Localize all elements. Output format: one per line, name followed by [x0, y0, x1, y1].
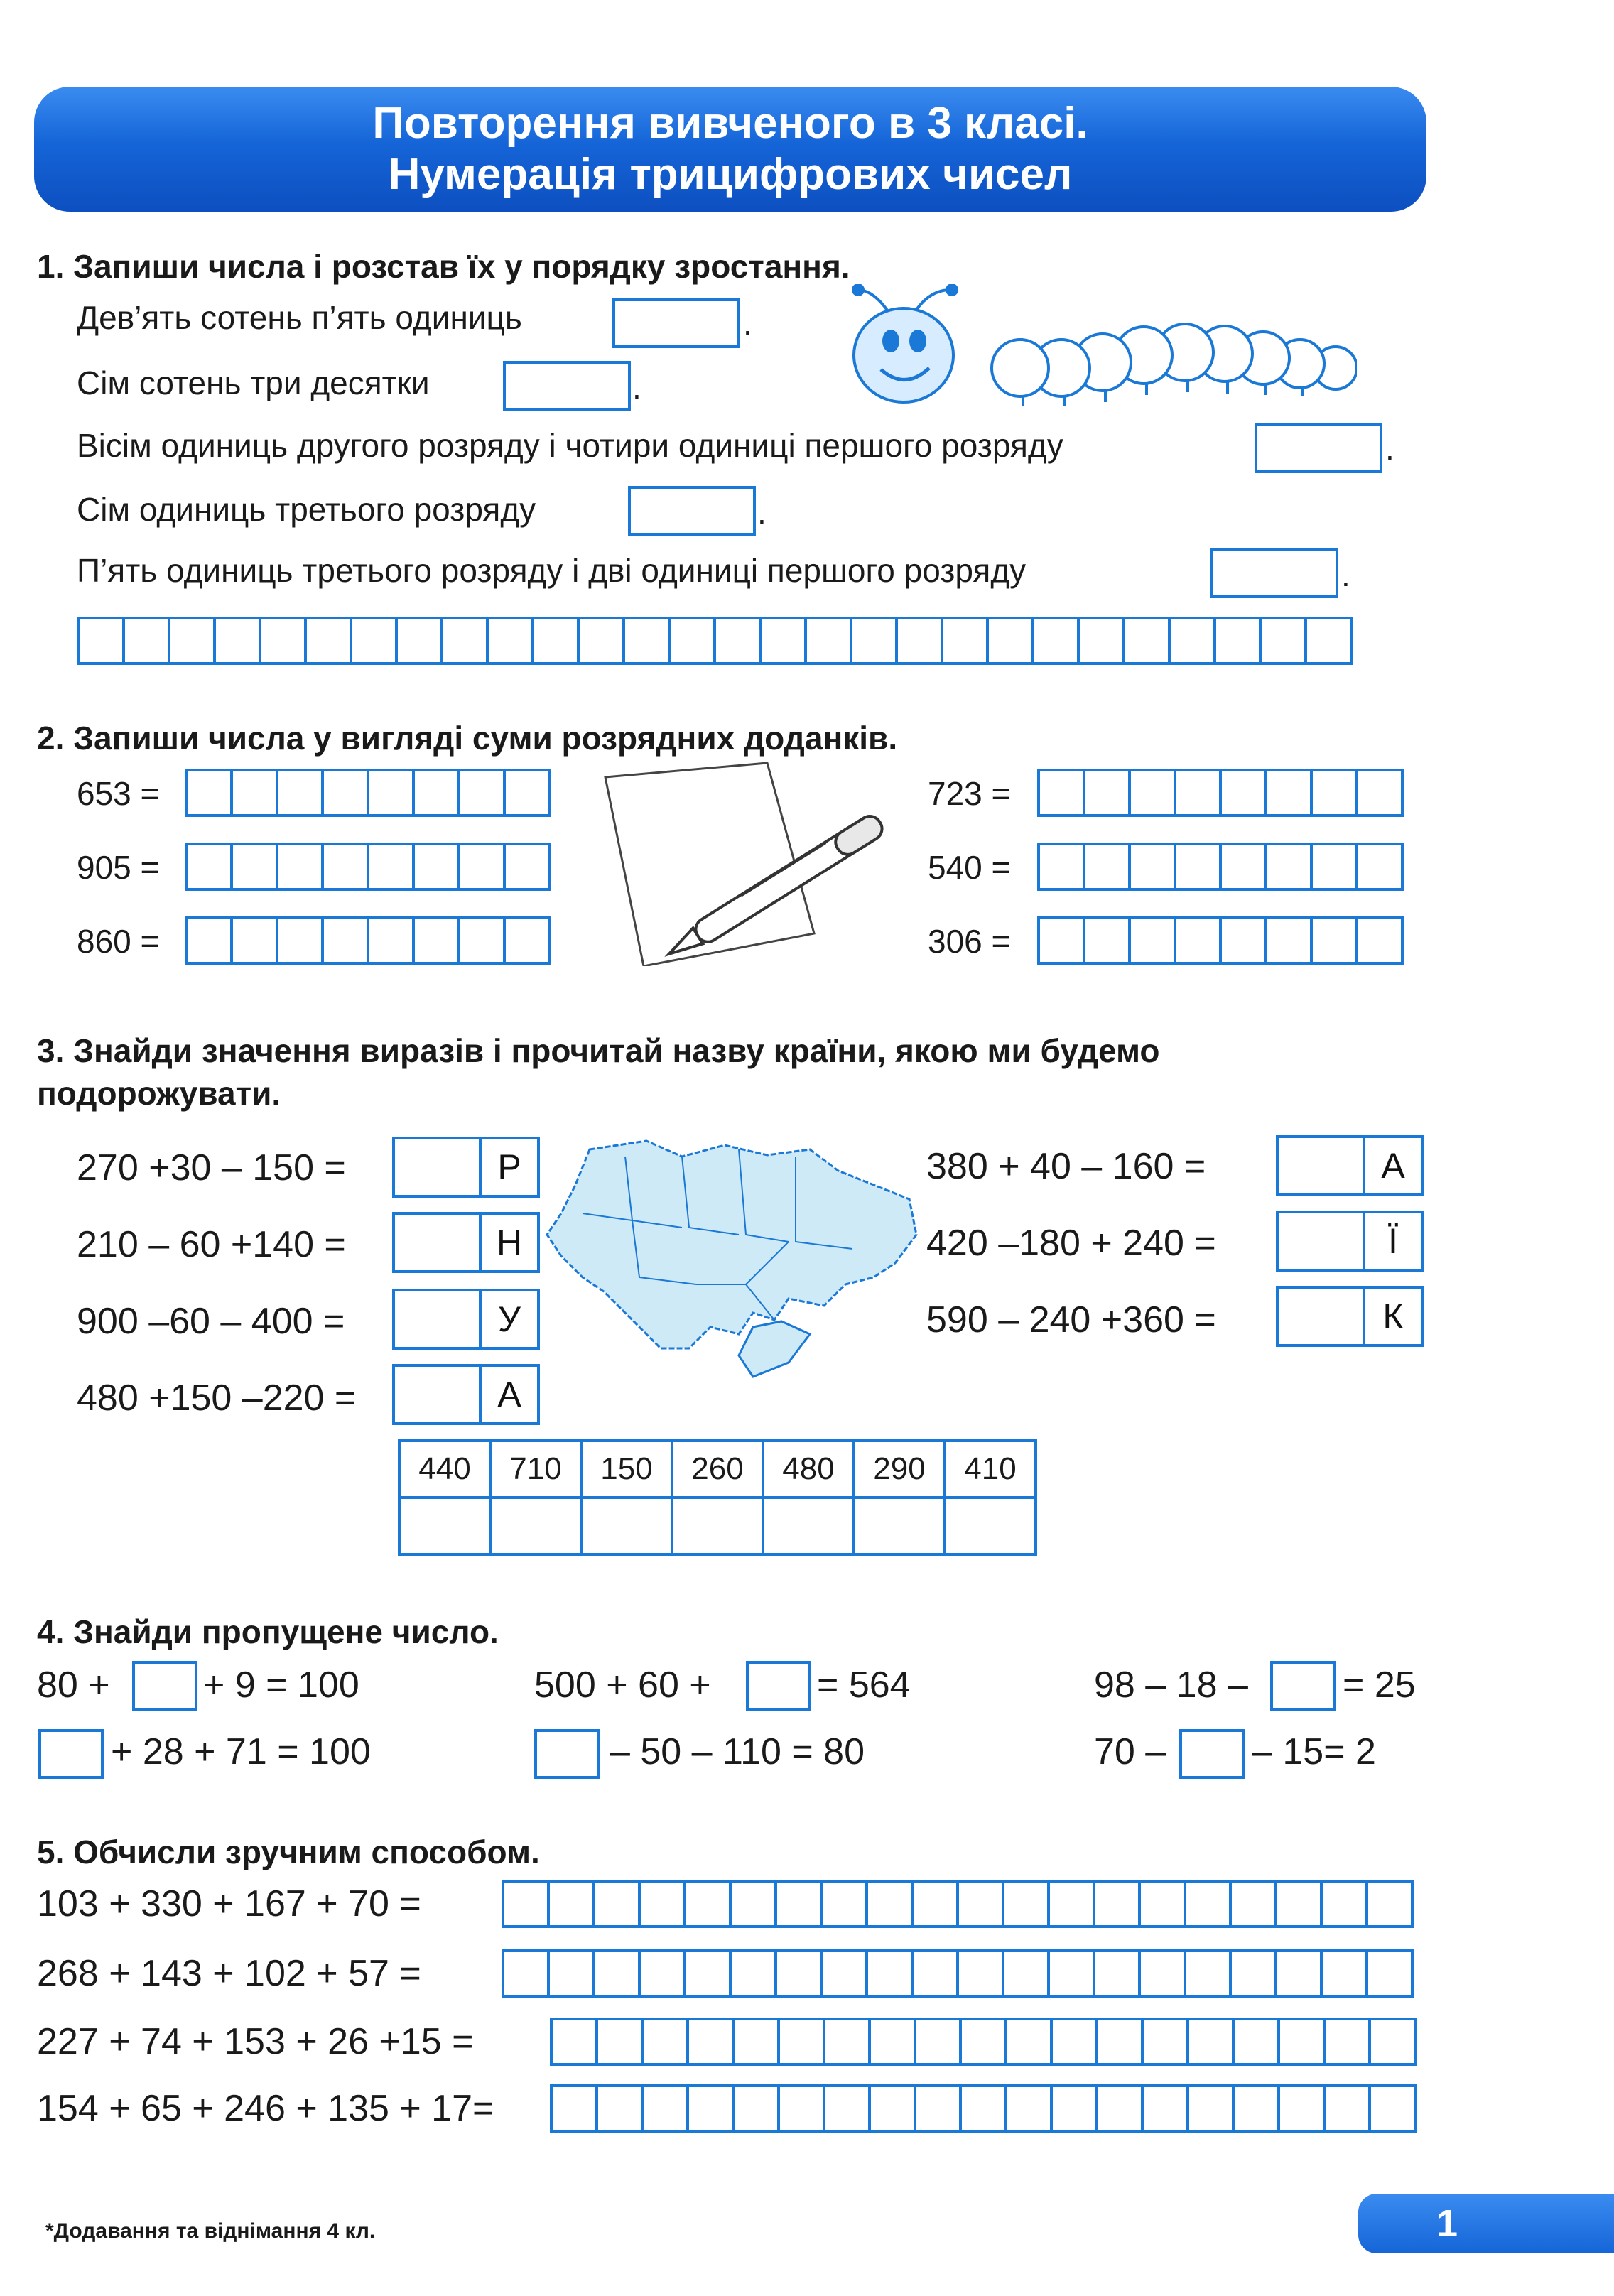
- task3-answer-right-2[interactable]: [1276, 1211, 1424, 1272]
- grid-cell[interactable]: [1274, 1949, 1323, 1998]
- grid-cell[interactable]: [1232, 2018, 1280, 2066]
- grid-cell[interactable]: [1368, 2084, 1417, 2133]
- grid-cell[interactable]: [1037, 843, 1085, 891]
- answer-value: 260: [672, 1441, 763, 1498]
- grid-cell[interactable]: [457, 916, 506, 965]
- page-number: 1: [1358, 2194, 1614, 2253]
- grid-cell[interactable]: [1304, 617, 1353, 665]
- task1-item-1: Дев’ять сотень п’ять одиниць: [77, 299, 522, 336]
- grid-cell[interactable]: [911, 1949, 959, 1998]
- grid-cell[interactable]: [1093, 1949, 1141, 1998]
- task5-grid-2[interactable]: [502, 1949, 1411, 1998]
- grid-cell[interactable]: [276, 916, 324, 965]
- grid-cell[interactable]: [1004, 2084, 1053, 2133]
- grid-cell[interactable]: [1050, 2018, 1098, 2066]
- grid-cell[interactable]: [503, 916, 551, 965]
- task4-r1c-left: 98 – 18 –: [1094, 1664, 1248, 1706]
- grid-cell[interactable]: [1037, 916, 1085, 965]
- grid-cell[interactable]: [868, 2084, 916, 2133]
- task3-answer-left-3[interactable]: [392, 1289, 540, 1350]
- grid-cell[interactable]: [1047, 1880, 1095, 1928]
- task2-grid-540[interactable]: [1037, 843, 1401, 891]
- grid-cell[interactable]: [622, 617, 671, 665]
- grid-cell[interactable]: [759, 617, 807, 665]
- grid-cell[interactable]: [1277, 2084, 1326, 2133]
- grid-cell[interactable]: [732, 2018, 780, 2066]
- task1-answer-3[interactable]: [1255, 423, 1382, 473]
- grid-cell[interactable]: [321, 916, 369, 965]
- task1-answer-2[interactable]: [503, 361, 631, 411]
- grid-cell[interactable]: [1122, 617, 1171, 665]
- grid-cell[interactable]: [276, 769, 324, 817]
- grid-cell[interactable]: [1138, 1949, 1186, 1998]
- task3-letter: Ї: [1365, 1211, 1424, 1272]
- task4-r2a-right: + 28 + 71 = 100: [111, 1731, 371, 1772]
- grid-cell[interactable]: [941, 617, 989, 665]
- grid-cell[interactable]: [820, 1880, 868, 1928]
- task2-heading: 2. Запиши числа у вигляді суми розрядних доданків.: [37, 720, 898, 757]
- task2-grid-723[interactable]: [1037, 769, 1401, 817]
- grid-cell[interactable]: [1141, 2018, 1189, 2066]
- grid-cell[interactable]: [1083, 916, 1131, 965]
- grid-cell[interactable]: [1077, 617, 1125, 665]
- grid-cell[interactable]: [230, 843, 278, 891]
- grid-cell[interactable]: [914, 2018, 962, 2066]
- task3-expr-left-3: 900 –60 – 400 =: [77, 1301, 345, 1342]
- task5-grid-3[interactable]: [550, 2018, 1414, 2066]
- task4-r2c-left: 70 –: [1094, 1731, 1166, 1772]
- grid-cell[interactable]: [1184, 1949, 1232, 1998]
- grid-cell[interactable]: [185, 916, 233, 965]
- grid-cell[interactable]: [959, 2018, 1007, 2066]
- grid-cell[interactable]: [1229, 1880, 1277, 1928]
- grid-cell[interactable]: [595, 2018, 644, 2066]
- grid-cell[interactable]: [1184, 1880, 1232, 1928]
- grid-cell[interactable]: [1168, 617, 1216, 665]
- task2-expr-653: 653 =: [77, 775, 160, 812]
- task1-item-3: Вісім одиниць другого розряду і чотири одиниці першого розряду: [77, 427, 1063, 464]
- grid-cell[interactable]: [1355, 769, 1404, 817]
- task3-answer-right-3[interactable]: [1276, 1286, 1424, 1347]
- grid-cell[interactable]: [1219, 916, 1267, 965]
- task1-answer-1[interactable]: [612, 298, 740, 348]
- task4-r2b-box[interactable]: [534, 1729, 600, 1779]
- task4-r2a-box[interactable]: [38, 1729, 104, 1779]
- grid-cell[interactable]: [1365, 1949, 1414, 1998]
- grid-cell[interactable]: [777, 2084, 825, 2133]
- task3-letter: А: [1365, 1135, 1424, 1196]
- grid-cell[interactable]: [850, 617, 898, 665]
- answer-letter-cell[interactable]: [854, 1498, 945, 1554]
- grid-cell[interactable]: [1320, 1880, 1368, 1928]
- task3-expr-right-2: 420 –180 + 240 =: [926, 1223, 1216, 1264]
- grid-cell[interactable]: [1277, 2018, 1326, 2066]
- grid-cell[interactable]: [503, 843, 551, 891]
- grid-cell[interactable]: [185, 843, 233, 891]
- task2-expr-723: 723 =: [928, 775, 1011, 812]
- grid-cell[interactable]: [502, 1880, 550, 1928]
- task3-letter: К: [1365, 1286, 1424, 1347]
- answer-value: 410: [945, 1441, 1036, 1498]
- task2-grid-860[interactable]: [185, 916, 548, 965]
- grid-cell[interactable]: [914, 2084, 962, 2133]
- ukraine-map-illustration: [540, 1135, 924, 1391]
- grid-cell[interactable]: [1264, 843, 1313, 891]
- grid-cell[interactable]: [1186, 2084, 1235, 2133]
- task1-period-1: .: [743, 305, 752, 342]
- answer-letter-cell[interactable]: [581, 1498, 672, 1554]
- grid-cell[interactable]: [550, 2018, 598, 2066]
- grid-cell[interactable]: [230, 769, 278, 817]
- caterpillar-illustration: [845, 284, 1357, 412]
- footer-note: *Додавання та віднімання 4 кл.: [45, 2219, 376, 2243]
- grid-cell[interactable]: [595, 2084, 644, 2133]
- grid-cell[interactable]: [1128, 916, 1176, 965]
- grid-cell[interactable]: [367, 916, 415, 965]
- task3-expr-left-4: 480 +150 –220 =: [77, 1377, 357, 1419]
- grid-cell[interactable]: [457, 769, 506, 817]
- grid-cell[interactable]: [956, 1949, 1004, 1998]
- grid-cell[interactable]: [1274, 1880, 1323, 1928]
- grid-cell[interactable]: [1264, 769, 1313, 817]
- grid-cell[interactable]: [865, 1949, 914, 1998]
- answer-letter-cell[interactable]: [763, 1498, 854, 1554]
- task2-grid-905[interactable]: [185, 843, 548, 891]
- grid-cell[interactable]: [412, 843, 460, 891]
- grid-cell[interactable]: [774, 1880, 823, 1928]
- task3-answer-table: [398, 1439, 1037, 1556]
- grid-cell[interactable]: [577, 617, 625, 665]
- grid-cell[interactable]: [1310, 843, 1358, 891]
- grid-cell[interactable]: [911, 1880, 959, 1928]
- answer-value: 150: [581, 1441, 672, 1498]
- grid-cell[interactable]: [77, 617, 125, 665]
- grid-cell[interactable]: [1264, 916, 1313, 965]
- grid-cell[interactable]: [774, 1949, 823, 1998]
- grid-cell[interactable]: [959, 2084, 1007, 2133]
- grid-cell[interactable]: [1174, 769, 1222, 817]
- grid-cell[interactable]: [638, 1949, 686, 1998]
- grid-cell[interactable]: [367, 769, 415, 817]
- grid-cell[interactable]: [1259, 617, 1307, 665]
- grid-cell[interactable]: [1050, 2084, 1098, 2133]
- grid-cell[interactable]: [486, 617, 534, 665]
- grid-cell[interactable]: [1095, 2018, 1144, 2066]
- grid-cell[interactable]: [350, 617, 398, 665]
- title-banner: [34, 87, 1426, 212]
- task4-r1c-box[interactable]: [1270, 1661, 1336, 1711]
- grid-cell[interactable]: [1320, 1949, 1368, 1998]
- task3-heading-line1: 3. Знайди значення виразів і прочитай назву країни, якою ми будемо: [37, 1032, 1160, 1069]
- task2-grid-306[interactable]: [1037, 916, 1401, 965]
- task3-expr-left-1: 270 +30 – 150 =: [77, 1147, 346, 1188]
- grid-cell[interactable]: [986, 617, 1034, 665]
- task4-r1a-box[interactable]: [132, 1661, 197, 1711]
- grid-cell[interactable]: [531, 617, 580, 665]
- grid-cell[interactable]: [213, 617, 261, 665]
- grid-cell[interactable]: [868, 2018, 916, 2066]
- answer-value: 440: [399, 1441, 490, 1498]
- task1-heading: 1. Запиши числа і розстав їх у порядку зростання.: [37, 248, 850, 285]
- task5-expr-4: 154 + 65 + 246 + 135 + 17=: [37, 2088, 494, 2129]
- grid-cell[interactable]: [956, 1880, 1004, 1928]
- task4-r1b-right: = 564: [817, 1664, 911, 1706]
- task4-r2b-right: – 50 – 110 = 80: [610, 1731, 865, 1772]
- grid-cell[interactable]: [1355, 843, 1404, 891]
- grid-cell[interactable]: [1141, 2084, 1189, 2133]
- grid-cell[interactable]: [1174, 916, 1222, 965]
- grid-cell[interactable]: [1031, 617, 1080, 665]
- task3-answer-left-2[interactable]: [392, 1212, 540, 1273]
- grid-cell[interactable]: [1083, 843, 1131, 891]
- task5-grid-4[interactable]: [550, 2084, 1414, 2133]
- task4-r1a-right: + 9 = 100: [203, 1664, 359, 1706]
- task1-item-5: П’ять одиниць третього розряду і дві одиниці першого розряду: [77, 552, 1027, 589]
- task3-answer-right-1[interactable]: [1276, 1135, 1424, 1196]
- grid-cell[interactable]: [713, 617, 762, 665]
- grid-cell[interactable]: [820, 1949, 868, 1998]
- task3-heading-line2: подорожувати.: [37, 1075, 281, 1112]
- task4-r1a-left: 80 +: [37, 1664, 110, 1706]
- grid-cell[interactable]: [259, 617, 307, 665]
- grid-cell[interactable]: [367, 843, 415, 891]
- grid-cell[interactable]: [503, 769, 551, 817]
- answer-value: 710: [490, 1441, 581, 1498]
- task5-grid-1[interactable]: [502, 1880, 1411, 1928]
- grid-cell[interactable]: [457, 843, 506, 891]
- grid-cell[interactable]: [412, 916, 460, 965]
- grid-cell[interactable]: [1368, 2018, 1417, 2066]
- grid-cell[interactable]: [732, 2084, 780, 2133]
- grid-cell[interactable]: [440, 617, 489, 665]
- grid-cell[interactable]: [547, 1880, 595, 1928]
- grid-cell[interactable]: [304, 617, 352, 665]
- grid-cell[interactable]: [1138, 1880, 1186, 1928]
- grid-cell[interactable]: [668, 617, 716, 665]
- grid-cell[interactable]: [1128, 843, 1176, 891]
- task3-letter: Н: [482, 1212, 540, 1273]
- task1-period-4: .: [757, 494, 767, 531]
- answer-letter-cell[interactable]: [490, 1498, 581, 1554]
- grid-cell[interactable]: [1310, 916, 1358, 965]
- task1-answer-5[interactable]: [1210, 548, 1338, 598]
- grid-cell[interactable]: [502, 1949, 550, 1998]
- grid-cell[interactable]: [550, 2084, 598, 2133]
- grid-cell[interactable]: [729, 1880, 777, 1928]
- grid-cell[interactable]: [686, 2084, 735, 2133]
- grid-cell[interactable]: [321, 769, 369, 817]
- task1-answer-4[interactable]: [628, 486, 756, 536]
- grid-cell[interactable]: [1219, 769, 1267, 817]
- task2-expr-540: 540 =: [928, 849, 1011, 886]
- grid-cell[interactable]: [412, 769, 460, 817]
- task2-grid-653[interactable]: [185, 769, 548, 817]
- task3-letter: Р: [482, 1137, 540, 1198]
- grid-cell[interactable]: [1047, 1949, 1095, 1998]
- grid-cell[interactable]: [1002, 1880, 1050, 1928]
- grid-cell[interactable]: [823, 2084, 871, 2133]
- task5-expr-2: 268 + 143 + 102 + 57 =: [37, 1953, 421, 1994]
- grid-cell[interactable]: [1213, 617, 1262, 665]
- grid-cell[interactable]: [185, 769, 233, 817]
- task3-expr-right-3: 590 – 240 +360 =: [926, 1299, 1216, 1341]
- task4-r1b-box[interactable]: [746, 1661, 811, 1711]
- grid-cell[interactable]: [592, 1880, 641, 1928]
- answer-value: 480: [763, 1441, 854, 1498]
- task1-answer-grid[interactable]: [77, 617, 1350, 665]
- title-line-2: Нумерація трицифрових чисел: [388, 150, 1073, 199]
- grid-cell[interactable]: [641, 2084, 689, 2133]
- task4-heading: 4. Знайди пропущене число.: [37, 1613, 499, 1650]
- grid-cell[interactable]: [777, 2018, 825, 2066]
- grid-cell[interactable]: [638, 1880, 686, 1928]
- grid-cell[interactable]: [683, 1949, 732, 1998]
- grid-cell[interactable]: [395, 617, 443, 665]
- task3-letter: А: [482, 1364, 540, 1425]
- task1-period-2: .: [632, 369, 641, 406]
- grid-cell[interactable]: [641, 2018, 689, 2066]
- task1-item-2: Сім сотень три десятки: [77, 364, 430, 401]
- grid-cell[interactable]: [122, 617, 170, 665]
- grid-cell[interactable]: [1365, 1880, 1414, 1928]
- grid-cell[interactable]: [321, 843, 369, 891]
- grid-cell[interactable]: [1037, 769, 1085, 817]
- task3-expr-left-2: 210 – 60 +140 =: [77, 1224, 346, 1265]
- grid-cell[interactable]: [592, 1949, 641, 1998]
- task4-r1b-left: 500 + 60 +: [534, 1664, 711, 1706]
- grid-cell[interactable]: [683, 1880, 732, 1928]
- answer-value: 290: [854, 1441, 945, 1498]
- task4-r1c-right: = 25: [1343, 1664, 1416, 1706]
- grid-cell[interactable]: [823, 2018, 871, 2066]
- grid-cell[interactable]: [1083, 769, 1131, 817]
- task3-answer-left-1[interactable]: [392, 1137, 540, 1198]
- task1-period-5: .: [1341, 556, 1350, 593]
- answer-letter-cell[interactable]: [945, 1498, 1036, 1554]
- task2-expr-306: 306 =: [928, 923, 1011, 960]
- grid-cell[interactable]: [1219, 843, 1267, 891]
- grid-cell[interactable]: [547, 1949, 595, 1998]
- grid-cell[interactable]: [804, 617, 852, 665]
- grid-cell[interactable]: [1128, 769, 1176, 817]
- answer-letter-cell[interactable]: [399, 1498, 490, 1554]
- task2-expr-905: 905 =: [77, 849, 160, 886]
- grid-cell[interactable]: [895, 617, 943, 665]
- task5-expr-1: 103 + 330 + 167 + 70 =: [37, 1883, 421, 1924]
- grid-cell[interactable]: [1093, 1880, 1141, 1928]
- grid-cell[interactable]: [276, 843, 324, 891]
- task4-r2c-box[interactable]: [1179, 1729, 1245, 1779]
- task3-letter: У: [482, 1289, 540, 1350]
- grid-cell[interactable]: [168, 617, 216, 665]
- grid-cell[interactable]: [1323, 2084, 1371, 2133]
- grid-cell[interactable]: [1002, 1949, 1050, 1998]
- title-line-1: Повторення вивченого в 3 класі.: [372, 99, 1088, 148]
- grid-cell[interactable]: [1310, 769, 1358, 817]
- grid-cell[interactable]: [1004, 2018, 1053, 2066]
- grid-cell[interactable]: [686, 2018, 735, 2066]
- grid-cell[interactable]: [1355, 916, 1404, 965]
- answer-letter-cell[interactable]: [672, 1498, 763, 1554]
- task3-answer-left-4[interactable]: [392, 1364, 540, 1425]
- grid-cell[interactable]: [1174, 843, 1222, 891]
- grid-cell[interactable]: [865, 1880, 914, 1928]
- paper-pen-illustration: [601, 760, 906, 966]
- grid-cell[interactable]: [230, 916, 278, 965]
- grid-cell[interactable]: [1229, 1949, 1277, 1998]
- task1-period-3: .: [1385, 430, 1394, 467]
- grid-cell[interactable]: [1323, 2018, 1371, 2066]
- grid-cell[interactable]: [1186, 2018, 1235, 2066]
- grid-cell[interactable]: [729, 1949, 777, 1998]
- task1-item-4: Сім одиниць третього розряду: [77, 491, 536, 528]
- task2-expr-860: 860 =: [77, 923, 160, 960]
- task5-heading: 5. Обчисли зручним способом.: [37, 1834, 540, 1870]
- task3-expr-right-1: 380 + 40 – 160 =: [926, 1146, 1206, 1187]
- task5-expr-3: 227 + 74 + 153 + 26 +15 =: [37, 2021, 474, 2062]
- grid-cell[interactable]: [1095, 2084, 1144, 2133]
- grid-cell[interactable]: [1232, 2084, 1280, 2133]
- task4-r2c-right: – 15= 2: [1252, 1731, 1376, 1772]
